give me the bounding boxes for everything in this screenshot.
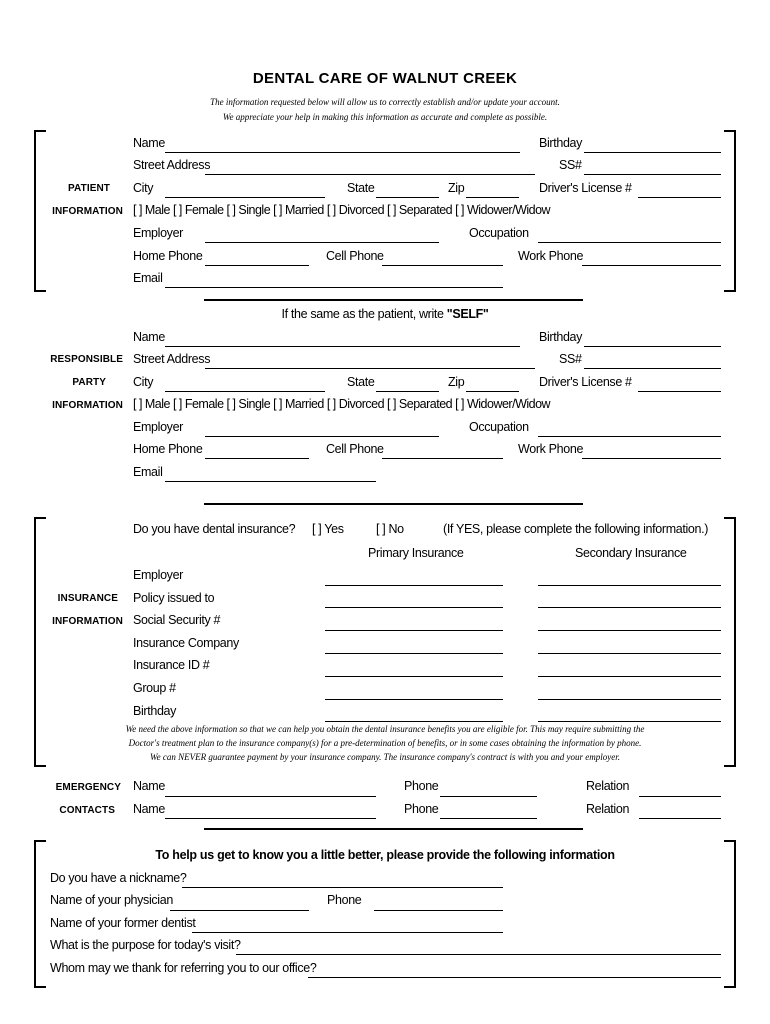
physician-field[interactable] (170, 910, 309, 911)
insurance-note-line-3: We can NEVER guarantee payment by your insurance company. The insurance company's contract is with you and your employer. (149, 752, 620, 762)
patient-cell-phone-label: Cell Phone (326, 249, 384, 263)
emergency-relation-field-2[interactable] (639, 818, 721, 819)
responsible-birthday-label: Birthday (539, 330, 583, 344)
primary-group-field[interactable] (325, 699, 503, 700)
secondary-company-field[interactable] (538, 653, 721, 654)
patient-birthday-field[interactable] (584, 152, 721, 153)
intro-line-1: The information requested below will allow us to correctly establish and/or update your account. (210, 97, 560, 107)
emergency-phone-field-2[interactable] (440, 818, 537, 819)
patient-birthday-label: Birthday (539, 136, 583, 150)
primary-id-field[interactable] (325, 676, 503, 677)
secondary-birthday-field[interactable] (538, 721, 721, 722)
patient-city-field[interactable] (165, 197, 325, 198)
emergency-phone-label: Phone (404, 779, 439, 793)
primary-insurance-header: Primary Insurance (368, 546, 464, 560)
emergency-name-label: Name (133, 802, 165, 816)
emergency-name-field-1[interactable] (165, 796, 376, 797)
visit-purpose-field[interactable] (236, 954, 721, 955)
responsible-name-field[interactable] (165, 346, 520, 347)
referral-field[interactable] (308, 977, 721, 978)
know-you-right-bracket (724, 840, 736, 988)
responsible-home-phone-field[interactable] (205, 458, 309, 459)
section-divider (204, 828, 583, 830)
patient-zip-label: Zip (448, 181, 465, 195)
patient-ss-field[interactable] (584, 174, 721, 175)
primary-policy-field[interactable] (325, 607, 503, 608)
patient-city-label: City (133, 181, 154, 195)
secondary-insurance-header: Secondary Insurance (575, 546, 687, 560)
emergency-side-label-2: CONTACTS (59, 805, 115, 816)
physician-phone-label: Phone (327, 893, 362, 907)
patient-email-field[interactable] (165, 287, 503, 288)
responsible-street-label: Street Address (133, 352, 211, 366)
insurance-row-label: Birthday (133, 704, 177, 718)
section-divider (204, 299, 583, 301)
emergency-name-label: Name (133, 779, 165, 793)
physician-phone-field[interactable] (374, 910, 503, 911)
secondary-group-field[interactable] (538, 699, 721, 700)
physician-label: Name of your physician (50, 893, 173, 907)
responsible-state-label: State (347, 375, 375, 389)
insurance-no-option[interactable]: [ ] No (376, 522, 404, 536)
nickname-label: Do you have a nickname? (50, 871, 187, 885)
responsible-license-field[interactable] (638, 391, 721, 392)
responsible-instruction-text: If the same as the patient, write (281, 307, 447, 321)
patient-home-phone-field[interactable] (205, 265, 309, 266)
visit-purpose-label: What is the purpose for today's visit? (50, 938, 241, 952)
emergency-name-field-2[interactable] (165, 818, 376, 819)
nickname-field[interactable] (182, 887, 503, 888)
patient-street-field[interactable] (205, 174, 535, 175)
patient-home-phone-label: Home Phone (133, 249, 203, 263)
responsible-side-label: RESPONSIBLE (50, 354, 123, 365)
responsible-state-field[interactable] (376, 391, 439, 392)
patient-email-label: Email (133, 271, 163, 285)
responsible-side-label-3: INFORMATION (52, 400, 123, 411)
secondary-employer-field[interactable] (538, 585, 721, 586)
insurance-row-label: Group # (133, 681, 176, 695)
insurance-row-label: Employer (133, 568, 183, 582)
insurance-if-yes-note: (If YES, please complete the following information.) (443, 522, 709, 536)
patient-options[interactable]: [ ] Male [ ] Female [ ] Single [ ] Married [ ] Divorced [ ] Separated [ ] Widower/Widow (133, 203, 551, 217)
patient-cell-phone-field[interactable] (382, 265, 503, 266)
responsible-side-label-2: PARTY (72, 377, 106, 388)
patient-occupation-field[interactable] (538, 242, 721, 243)
responsible-employer-field[interactable] (205, 436, 439, 437)
section-divider (204, 503, 583, 505)
former-dentist-label: Name of your former dentist (50, 916, 196, 930)
responsible-cell-phone-label: Cell Phone (326, 442, 384, 456)
responsible-employer-label: Employer (133, 420, 183, 434)
patient-right-bracket (724, 130, 736, 292)
responsible-occupation-label: Occupation (469, 420, 529, 434)
patient-state-label: State (347, 181, 375, 195)
responsible-work-phone-field[interactable] (582, 458, 721, 459)
responsible-occupation-field[interactable] (538, 436, 721, 437)
primary-birthday-field[interactable] (325, 721, 503, 722)
responsible-cell-phone-field[interactable] (382, 458, 503, 459)
responsible-city-label: City (133, 375, 154, 389)
responsible-email-label: Email (133, 465, 163, 479)
responsible-street-field[interactable] (205, 368, 535, 369)
emergency-relation-field-1[interactable] (639, 796, 721, 797)
insurance-question: Do you have dental insurance? (133, 522, 296, 536)
responsible-birthday-field[interactable] (584, 346, 721, 347)
responsible-ss-label: SS# (559, 352, 582, 366)
primary-company-field[interactable] (325, 653, 503, 654)
responsible-options[interactable]: [ ] Male [ ] Female [ ] Single [ ] Married [ ] Divorced [ ] Separated [ ] Widower/Widow (133, 397, 551, 411)
former-dentist-field[interactable] (192, 932, 503, 933)
insurance-row-label: Policy issued to (133, 591, 215, 605)
patient-work-phone-label: Work Phone (518, 249, 584, 263)
patient-license-field[interactable] (638, 197, 721, 198)
self-keyword: "SELF" (446, 307, 489, 321)
responsible-license-label: Driver's License # (539, 375, 632, 389)
patient-zip-field[interactable] (466, 197, 519, 198)
responsible-name-label: Name (133, 330, 165, 344)
emergency-phone-label: Phone (404, 802, 439, 816)
secondary-policy-field[interactable] (538, 607, 721, 608)
insurance-note-line-2: Doctor's treatment plan to the insurance company(s) for a pre-determination of benefits, or in some cases obtaining the information by phone. (128, 738, 642, 748)
patient-work-phone-field[interactable] (582, 265, 721, 266)
secondary-ssn-field[interactable] (538, 630, 721, 631)
intro-line-2: We appreciate your help in making this information as accurate and complete as possible. (222, 112, 548, 122)
responsible-zip-field[interactable] (466, 391, 519, 392)
referral-label: Whom may we thank for referring you to our office? (50, 961, 317, 975)
responsible-email-field[interactable] (165, 481, 376, 482)
primary-ssn-field[interactable] (325, 630, 503, 631)
emergency-phone-field-1[interactable] (440, 796, 537, 797)
insurance-row-label: Social Security # (133, 613, 221, 627)
patient-name-field[interactable] (165, 152, 520, 153)
patient-employer-field[interactable] (205, 242, 439, 243)
patient-occupation-label: Occupation (469, 226, 529, 240)
responsible-city-field[interactable] (165, 391, 325, 392)
patient-side-label-2: INFORMATION (52, 206, 123, 217)
secondary-id-field[interactable] (538, 676, 721, 677)
insurance-note-line-1: We need the above information so that we can help you obtain the dental insurance benefits you are eligible for. This may require submitting the (125, 724, 645, 734)
patient-employer-label: Employer (133, 226, 183, 240)
insurance-side-label: INSURANCE (57, 593, 118, 604)
patient-state-field[interactable] (376, 197, 439, 198)
responsible-zip-label: Zip (448, 375, 465, 389)
know-you-heading: To help us get to know you a little better, please provide the following information (155, 848, 615, 862)
patient-street-label: Street Address (133, 158, 211, 172)
responsible-home-phone-label: Home Phone (133, 442, 203, 456)
insurance-row-label: Insurance Company (133, 636, 239, 650)
know-you-left-bracket (34, 840, 46, 988)
insurance-side-label-2: INFORMATION (52, 616, 123, 627)
patient-side-label: PATIENT (68, 183, 110, 194)
emergency-relation-label: Relation (586, 779, 630, 793)
patient-license-label: Driver's License # (539, 181, 632, 195)
primary-employer-field[interactable] (325, 585, 503, 586)
form-title: DENTAL CARE OF WALNUT CREEK (252, 70, 518, 87)
responsible-work-phone-label: Work Phone (518, 442, 584, 456)
insurance-yes-option[interactable]: [ ] Yes (312, 522, 344, 536)
patient-ss-label: SS# (559, 158, 582, 172)
insurance-row-label: Insurance ID # (133, 658, 210, 672)
patient-name-label: Name (133, 136, 165, 150)
emergency-side-label: EMERGENCY (55, 782, 121, 793)
responsible-ss-field[interactable] (584, 368, 721, 369)
responsible-instruction (0, 307, 770, 321)
emergency-relation-label: Relation (586, 802, 630, 816)
